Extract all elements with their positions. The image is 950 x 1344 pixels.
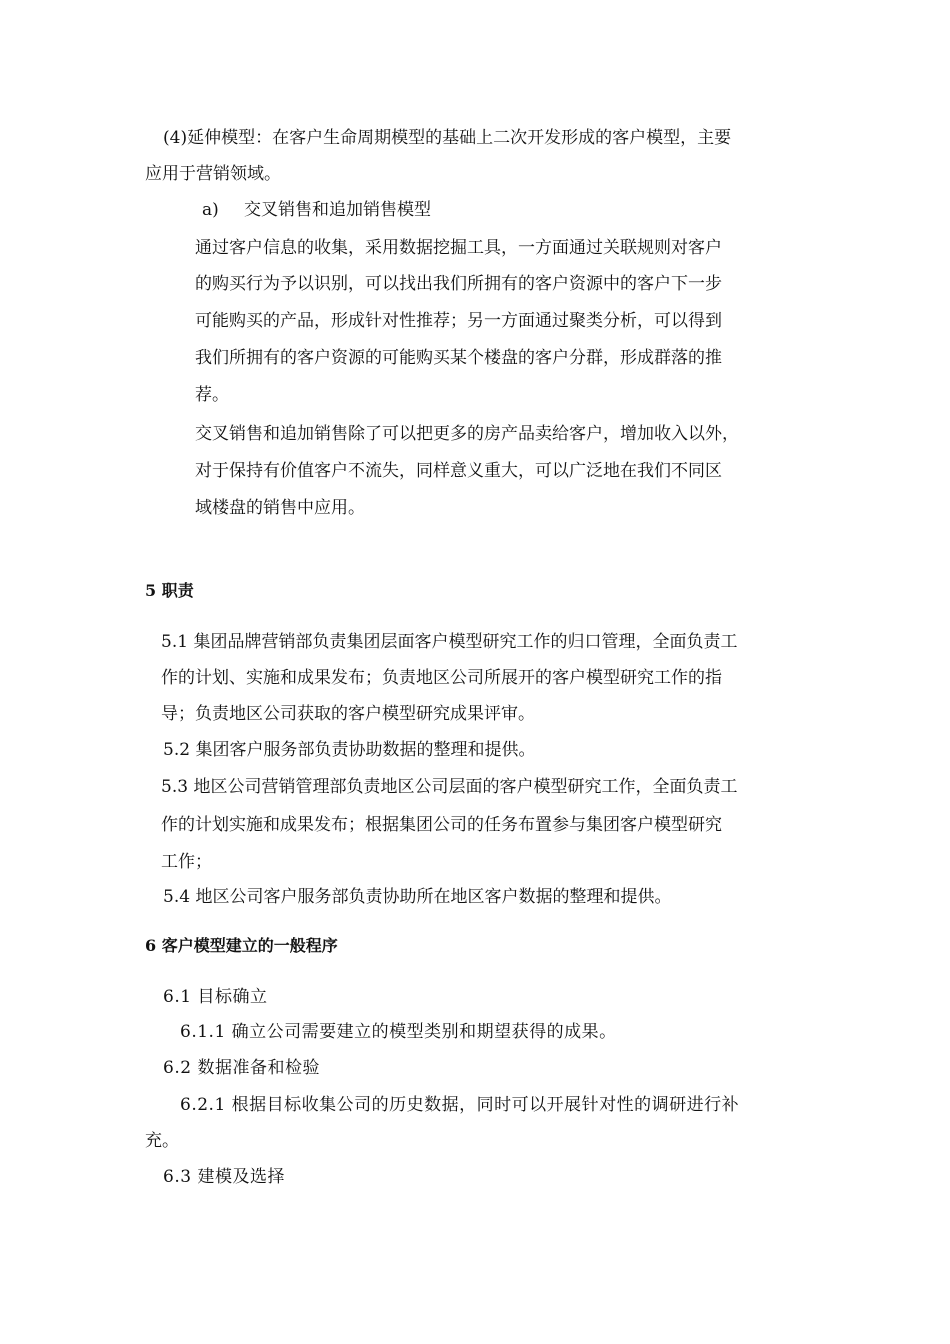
paragraph-cross-selling-line1: 通过客户信息的收集，采用数据挖掘工具，一方面通过关联规则对客户: [195, 238, 722, 258]
item-5-2: 5.2 集团客户服务部负责协助数据的整理和提供。: [163, 740, 536, 760]
paragraph-extension-model-line2: 应用于营销领域。: [145, 164, 281, 184]
paragraph-cross-selling-line2: 的购买行为予以识别，可以找出我们所拥有的客户资源中的客户下一步: [195, 274, 722, 294]
subsection-6-1: 6.1 目标确立: [163, 987, 268, 1007]
paragraph-cross-selling-line4: 我们所拥有的客户资源的可能购买某个楼盘的客户分群，形成群落的推: [195, 348, 722, 368]
subsection-6-3: 6.3 建模及选择: [163, 1167, 285, 1187]
item-5-3-line3: 工作；: [161, 852, 212, 872]
section-heading-general-procedure: 6 客户模型建立的一般程序: [145, 936, 338, 955]
subheading-cross-selling: 交叉销售和追加销售模型: [244, 200, 431, 220]
item-5-1-line3: 导；负责地区公司获取的客户模型研究成果评审。: [161, 704, 535, 724]
item-5-4: 5.4 地区公司客户服务部负责协助所在地区客户数据的整理和提供。: [163, 887, 672, 907]
subsection-6-2: 6.2 数据准备和检验: [163, 1058, 320, 1078]
paragraph-cross-selling-line3: 可能购买的产品，形成针对性推荐；另一方面通过聚类分析，可以得到: [195, 311, 722, 331]
paragraph-extension-model-line1: (4)延伸模型：在客户生命周期模型的基础上二次开发形成的客户模型，主要: [163, 128, 732, 148]
paragraph-cross-selling-line5: 荐。: [195, 385, 229, 405]
item-5-3-line1: 5.3 地区公司营销管理部负责地区公司层面的客户模型研究工作，全面负责工: [161, 777, 738, 797]
paragraph-value-line3: 域楼盘的销售中应用。: [195, 498, 365, 518]
item-6-1-1: 6.1.1 确立公司需要建立的模型类别和期望获得的成果。: [180, 1022, 617, 1042]
paragraph-value-line2: 对于保持有价值客户不流失，同样意义重大，可以广泛地在我们不同区: [195, 461, 722, 481]
item-6-2-1-line2: 充。: [145, 1131, 179, 1151]
section-heading-responsibilities: 5 职责: [145, 581, 194, 600]
item-5-1-line2: 作的计划、实施和成果发布；负责地区公司所展开的客户模型研究工作的指: [161, 668, 722, 688]
paragraph-value-line1: 交叉销售和追加销售除了可以把更多的房产品卖给客户，增加收入以外，: [195, 424, 739, 444]
item-5-3-line2: 作的计划实施和成果发布；根据集团公司的任务布置参与集团客户模型研究: [161, 815, 722, 835]
item-5-1-line1: 5.1 集团品牌营销部负责集团层面客户模型研究工作的归口管理，全面负责工: [161, 632, 738, 652]
item-6-2-1-line1: 6.2.1 根据目标收集公司的历史数据，同时可以开展针对性的调研进行补: [180, 1095, 740, 1115]
list-marker-a: a): [202, 200, 219, 220]
